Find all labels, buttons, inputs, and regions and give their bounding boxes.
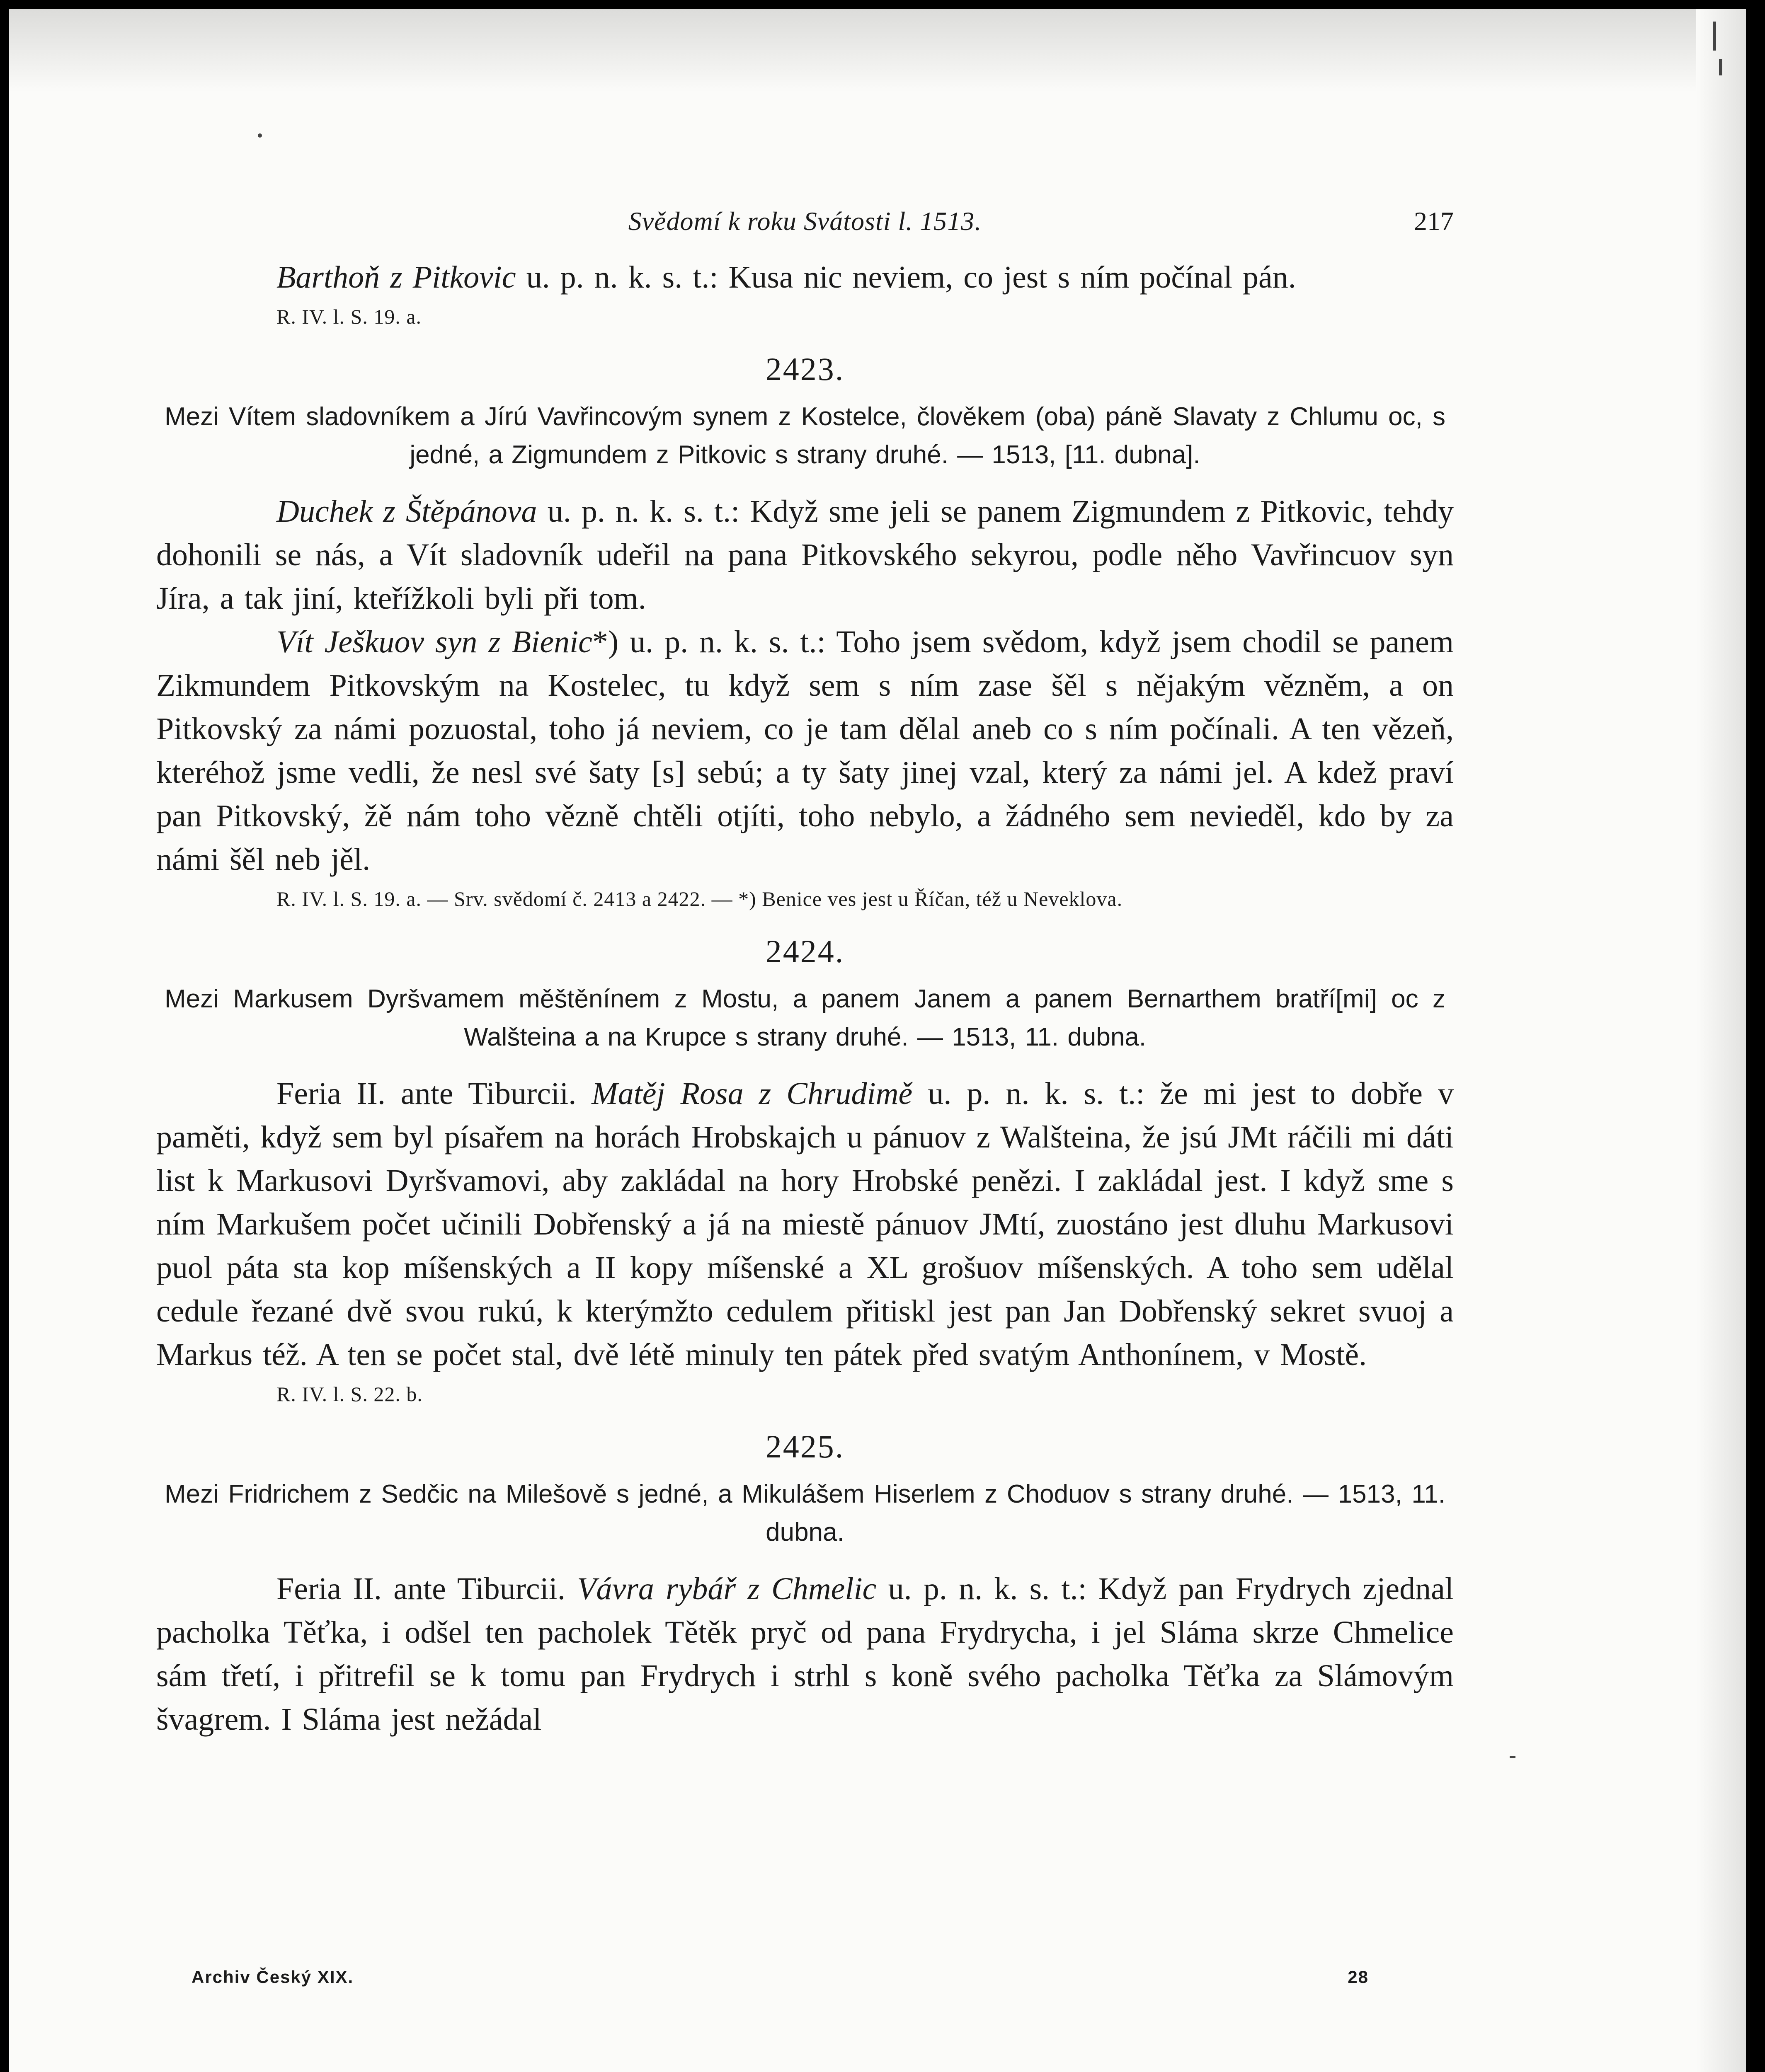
witness-name: Vávra rybář z Chmelic [577,1571,877,1606]
entry-1 [156,346,1454,914]
testimony-paragraph [156,620,1454,881]
testimony-text: u. p. n. k. s. t.: Když sme jeli se panem Zigmundem z Pitkovic, tehdy dohonili se nás, a Vít sladovník udeřil na pana Pitkovského sekyrou, podle něho Vavřincuov syn Jíra, a tak jiní, kteřížkoli byli při tom. [156,494,1454,616]
scan-edge-mark [1713,22,1716,51]
testimony-text: *) u. p. n. k. s. t.: Toho jsem svědom, když jsem chodil se panem Zikmundem Pitkovským na Kostelec, tu když sem s ním zase šěl s nějakým vězněm, a on Pitkovský za námi pozuostal, toho já neviem, co je tam dělal aneb co s ním počínali. A ten vězeň, kteréhož jsme vedli, že nesl své šaty [s] sebú; a ty šaty jinej vzal, který za námi jel. A kdež praví pan Pitkovský, žě nám toho vězně chtěli otjíti, toho nebylo, a žádného sem nevieděl, kdo by za námi šěl neb jěl. [156,625,1454,877]
entry-number: 2423. [765,351,845,387]
scan-edge-mark [1719,59,1722,75]
intro-paragraph [156,256,1454,299]
testimony-text: u. p. n. k. s. t.: že mi jest to dobře v paměti, když sem byl písařem na horách Hrobskajch u pánuov z Walšteina, že jsú JMt ráčili mi dáti list k Markusovi Dyršvamovi, aby zakládal na hory Hrobské penězi. I zakládal jest. I když sme s ním Markušem počet učinili Dobřenský a já na miestě pánuov JMtí, zuostáno jest dluhu Markusovi puol páta sta kop míšenských a II kopy míšenské a XL grošuov míšenských. A toho sem udělal cedule řezané dvě svou rukú, k kterýmžto cedulem přitiskl jest pan Jan Dobřenský sekret svuoj a Markus též. A ten se počet stal, dvě létě minuly ten pátek před svatým Anthonínem, v Mostě. [156,1076,1454,1372]
running-title: Svědomí k roku Svátosti l. 1513. [628,206,982,236]
page-content [156,206,1454,1741]
entries-list [156,346,1454,1741]
running-header [156,206,1454,256]
testimony-text: u. p. n. k. s. t.: Když pan Frydrych zjednal pacholka Těťka, i odšel ten pacholek Tětěk pryč od pana Frydrycha, i jel Sláma skrze Chmelice sám třetí, i přitrefil se k tomu pan Frydrych i strhl s koně svého pacholka Těťka za Slámovým švagrem. I Sláma jest nežádal [156,1571,1454,1737]
entry-number: 2425. [765,1428,845,1464]
entry-number: 2424. [765,933,845,969]
footer-signature: 28 [1348,1967,1369,1987]
witness-name: Duchek z Štěpánova [276,494,537,529]
testimony-date: Feria II. ante Tiburcii. [276,1571,577,1606]
source-reference: R. IV. l. S. 19. a. — Srv. svědomí č. 2413 a 2422. — *) Benice ves jest u Říčan, též u Neveklova. [276,887,1123,910]
witness-name: Barthoň z Pitkovic [276,260,516,295]
witness-name: Vít Ješkuov syn z Bienic [276,625,592,659]
footer-book-title: Archiv Český XIX. [192,1967,354,1987]
witness-name: Matěj Rosa z Chrudimě [592,1076,913,1111]
entry-summary: Mezi Markusem Dyršvamem měštěnínem z Mostu, a panem Janem a panem Bernarthem bratří[mi] oc z Walšteina a na Krupce s strany druhé. — 1513, 11. dubna. [165,985,1445,1051]
source-reference: R. IV. l. S. 19. a. [276,305,422,328]
testimony-text: u. p. n. k. s. t.: Kusa nic neviem, co jest s ním počínal pán. [516,260,1296,295]
page-number: 217 [1414,206,1454,236]
testimony-date: Feria II. ante Tiburcii. [276,1076,592,1111]
testimony-paragraph [156,1072,1454,1377]
entry-summary: Mezi Vítem sladovníkem a Jírú Vavřincovým synem z Kostelce, člověkem (oba) páně Slavaty z Chlumu oc, s jedné, a Zigmundem z Pitkovic s strany druhé. — 1513, [11. dubna]. [165,402,1445,469]
entry-2 [156,929,1454,1409]
scan-shadow-right [1696,9,1746,2072]
source-reference: R. IV. l. S. 22. b. [276,1382,423,1406]
page-footer [192,1967,1369,1987]
entry-summary: Mezi Fridrichem z Sedčic na Milešově s jedné, a Mikulášem Hiserlem z Choduov s strany druhé. — 1513, 11. dubna. [165,1480,1445,1547]
testimony-paragraph [156,490,1454,620]
page-sheet [9,9,1746,2072]
entry-3 [156,1424,1454,1741]
scan-speck [258,133,262,138]
scan-shadow-top [9,9,1746,92]
testimony-paragraph [156,1567,1454,1741]
scan-speck [1510,1756,1515,1758]
